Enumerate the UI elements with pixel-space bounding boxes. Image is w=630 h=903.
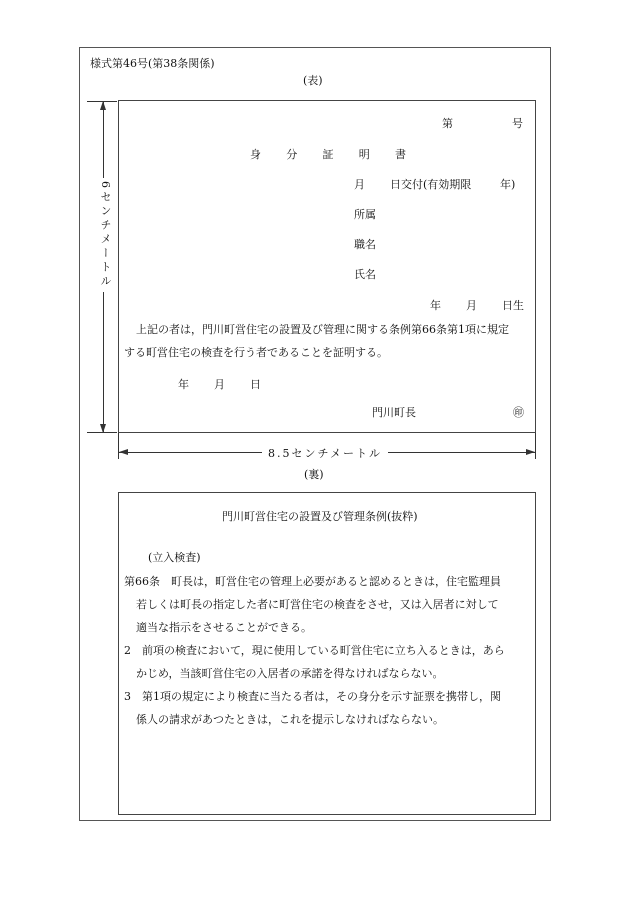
- article-66-line-1: 第66条 町長は，町営住宅の管理上必要があると認めるときは，住宅監理員: [124, 575, 501, 588]
- card-title: [250, 146, 406, 162]
- mayor-label: 門川町長: [372, 406, 416, 419]
- validity-year: 年): [500, 178, 516, 191]
- name-label: 氏名: [354, 268, 376, 281]
- width-arrow-left-icon: [119, 449, 128, 455]
- number-label: 第: [442, 117, 453, 130]
- issue-month: 月: [354, 178, 365, 191]
- back-side-label: (裏): [304, 468, 324, 481]
- width-arrow-right-icon: [526, 449, 535, 455]
- birth-year: 年: [430, 299, 441, 312]
- card-title-char: 書: [395, 148, 406, 161]
- paragraph-2-line-1: 2 前項の検査において，現に使用している町営住宅に立ち入るときは，あら: [124, 644, 505, 657]
- card-title-char: 分: [286, 148, 298, 161]
- back-title: 門川町営住宅の設置及び管理条例(抜粋): [222, 510, 418, 523]
- article-66-line-2: 若しくは町長の指定した者に町営住宅の検査をさせ，又は入居者に対して: [136, 598, 499, 611]
- card-title-char: 証: [322, 148, 334, 161]
- birth-day: 日生: [502, 299, 524, 312]
- paragraph-3-line-1: 3 第1項の規定により検査に当たる者は，その身分を示す証票を携帯し，関: [124, 690, 501, 703]
- section-heading: (立入検査): [148, 551, 201, 564]
- height-tick-top: [87, 101, 117, 102]
- card-title-char: 明: [358, 148, 370, 161]
- paragraph-2-line-2: かじめ，当該町営住宅の入居者の承諾を得なければならない。: [136, 667, 444, 680]
- height-dimension-label: 6センチメートル: [97, 178, 113, 292]
- width-tick-left: [118, 433, 119, 459]
- height-tick-bottom: [87, 432, 117, 433]
- affiliation-label: 所属: [354, 208, 376, 221]
- certification-line-2: する町営住宅の検査を行う者であることを証明する。: [124, 346, 388, 359]
- certification-line-1: 上記の者は，門川町営住宅の設置及び管理に関する条例第66条第1項に規定: [136, 323, 509, 336]
- front-side-label: (表): [303, 74, 323, 87]
- issue-date-day: 日: [250, 378, 261, 391]
- form-number: 様式第46号(第38条関係): [90, 57, 215, 70]
- width-dimension-label: 8.5センチメートル: [262, 445, 388, 461]
- issue-date-validity: 日交付(有効期限: [390, 178, 472, 191]
- issue-date-year: 年: [178, 378, 189, 391]
- number-suffix: 号: [512, 117, 523, 130]
- paragraph-3-line-2: 係人の請求があつたときは，これを提示しなければならない。: [136, 713, 444, 726]
- article-66-line-3: 適当な指示をさせることができる。: [136, 621, 312, 634]
- issue-date-month: 月: [214, 378, 225, 391]
- position-label: 職名: [354, 238, 376, 251]
- card-title-char: 身: [250, 148, 261, 161]
- width-tick-right: [535, 433, 536, 459]
- height-arrow-top-icon: [100, 101, 106, 110]
- seal-mark: ㊞: [513, 406, 524, 419]
- birth-month: 月: [466, 299, 477, 312]
